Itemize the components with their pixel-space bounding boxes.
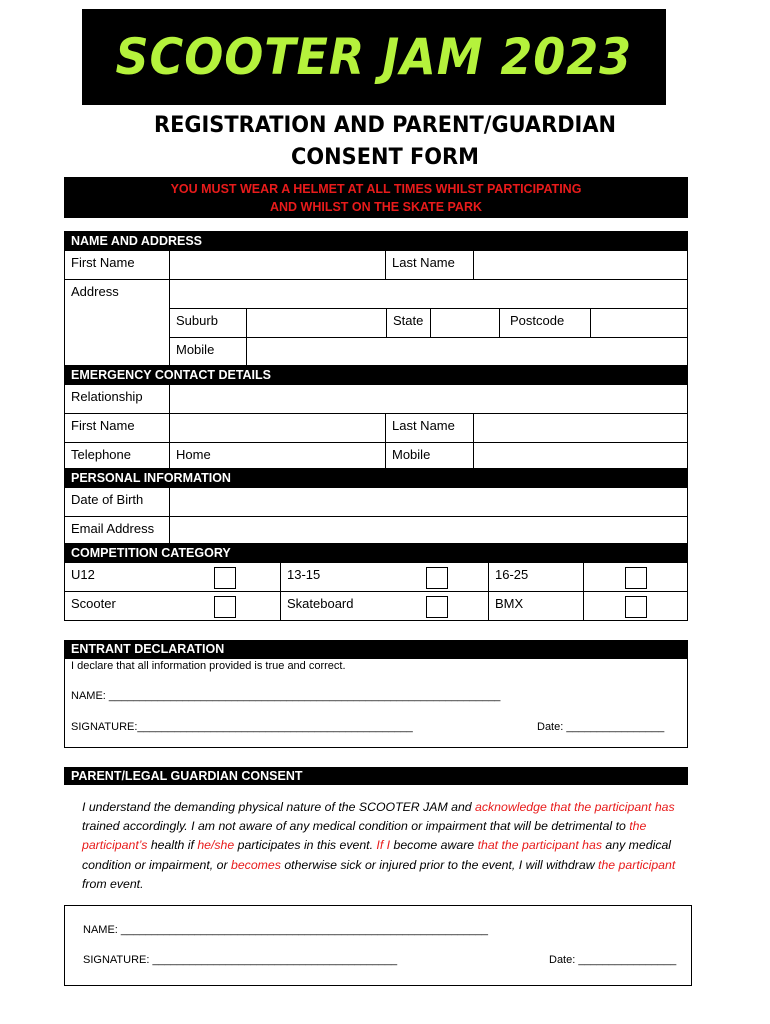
emergency-first-name-field[interactable] [169, 414, 385, 442]
section-heading: ENTRANT DECLARATION [64, 640, 688, 658]
form-title-line2: CONSENT FORM [291, 145, 479, 170]
consent-highlight-2: the participant’s [82, 819, 647, 853]
name-address-section [64, 231, 688, 367]
consent-highlight-1: acknowledge that the participant has [475, 800, 675, 814]
consent-paragraph [82, 798, 692, 894]
skateboard-checkbox[interactable] [426, 596, 448, 618]
home-phone-field[interactable] [169, 443, 385, 471]
state-field[interactable] [430, 309, 499, 337]
guardian-signature-box [64, 905, 692, 986]
competition-category-section [64, 543, 688, 621]
category-13-15-label: 13-15 [280, 563, 385, 591]
email-label: Email Address [71, 521, 155, 536]
emergency-mobile-field[interactable] [473, 443, 687, 471]
consent-text-1: I understand the demanding physical nature of the SCOOTER JAM and [82, 800, 476, 814]
emergency-first-name-label: First Name [71, 418, 135, 433]
declaration-box [64, 658, 688, 748]
telephone-label: Telephone [71, 447, 131, 462]
emergency-contact-section [64, 365, 688, 472]
first-name-label: First Name [71, 255, 135, 270]
scooter-checkbox[interactable] [214, 596, 236, 618]
consent-text-6: any medical condition or impairment, or [82, 838, 672, 872]
postcode-label: Postcode [499, 309, 590, 337]
section-heading: COMPETITION CATEGORY [64, 543, 688, 563]
consent-highlight-5: that the participant has [477, 838, 602, 853]
category-16-25-label: 16-25 [488, 563, 583, 591]
mobile-label: Mobile [176, 342, 215, 357]
state-label: State [386, 309, 430, 337]
category-u12-label: U12 [71, 567, 95, 582]
suburb-field[interactable] [246, 309, 386, 337]
consent-highlight-7: the participant [598, 857, 676, 872]
entrant-date-line[interactable]: Date: ________________ [537, 721, 665, 733]
consent-text-5: become aware [390, 838, 478, 853]
section-heading: NAME AND ADDRESS [64, 231, 688, 251]
entrant-name-line[interactable]: NAME: ________________________________________________________________ [71, 690, 501, 702]
category-bmx-label: BMX [488, 592, 583, 620]
declaration-text: I declare that all information provided is true and correct. [71, 660, 346, 672]
suburb-label: Suburb [176, 313, 218, 328]
16-25-checkbox[interactable] [625, 567, 647, 589]
u12-checkbox[interactable] [214, 567, 236, 589]
section-heading: EMERGENCY CONTACT DETAILS [64, 365, 688, 385]
13-15-checkbox[interactable] [426, 567, 448, 589]
guardian-consent-section [64, 767, 688, 785]
consent-text-4: participates in this event. [234, 838, 377, 853]
guardian-name-line[interactable]: NAME: ____________________________________________________________ [83, 924, 488, 936]
emergency-mobile-label: Mobile [385, 443, 473, 471]
dob-label: Date of Birth [71, 492, 144, 507]
guardian-signature-line[interactable]: SIGNATURE: ________________________________________ [83, 954, 398, 966]
section-heading: PERSONAL INFORMATION [64, 468, 688, 488]
emergency-last-name-field[interactable] [473, 414, 687, 442]
helmet-notice [64, 177, 688, 218]
email-field[interactable] [169, 517, 687, 545]
mobile-field[interactable] [246, 338, 687, 366]
relationship-label: Relationship [71, 389, 143, 404]
dob-field[interactable] [169, 488, 687, 516]
consent-text-8: from event. [82, 876, 144, 891]
emergency-last-name-label: Last Name [385, 414, 473, 442]
helmet-notice-line2: AND WHILST ON THE SKATE PARK [269, 200, 483, 214]
consent-highlight-4: If I [376, 838, 391, 853]
address-label: Address [71, 284, 119, 299]
guardian-date-line[interactable]: Date: ________________ [549, 954, 677, 966]
consent-text-7: otherwise sick or injured prior to the event, I will withdraw [280, 857, 599, 872]
first-name-field[interactable] [169, 251, 385, 279]
home-label: Home [176, 447, 211, 462]
consent-highlight-3: he/she [197, 838, 235, 853]
consent-text-3: health if [147, 838, 198, 853]
category-skateboard-label: Skateboard [280, 592, 385, 620]
category-scooter-label: Scooter [71, 596, 116, 611]
consent-text-2: trained accordingly. I am not aware of any medical condition or impairment that will be detrimental to [82, 819, 630, 834]
helmet-notice-line1: YOU MUST WEAR A HELMET AT ALL TIMES WHILST PARTICIPATING [170, 182, 582, 196]
relationship-field[interactable] [169, 385, 687, 413]
entrant-signature-line[interactable]: SIGNATURE:_____________________________________________ [71, 721, 413, 733]
event-title: SCOOTER JAM 2023 [115, 28, 633, 86]
address-field[interactable] [170, 280, 687, 309]
section-heading: PARENT/LEGAL GUARDIAN CONSENT [64, 767, 688, 785]
form-title [19, 110, 751, 174]
event-banner [82, 9, 666, 105]
postcode-field[interactable] [590, 309, 687, 337]
entrant-declaration-section [64, 640, 688, 658]
form-title-line1: REGISTRATION AND PARENT/GUARDIAN [154, 113, 616, 138]
personal-info-section [64, 468, 688, 546]
last-name-label: Last Name [385, 251, 473, 279]
last-name-field[interactable] [473, 251, 687, 279]
consent-highlight-6: becomes [231, 857, 281, 872]
bmx-checkbox[interactable] [625, 596, 647, 618]
